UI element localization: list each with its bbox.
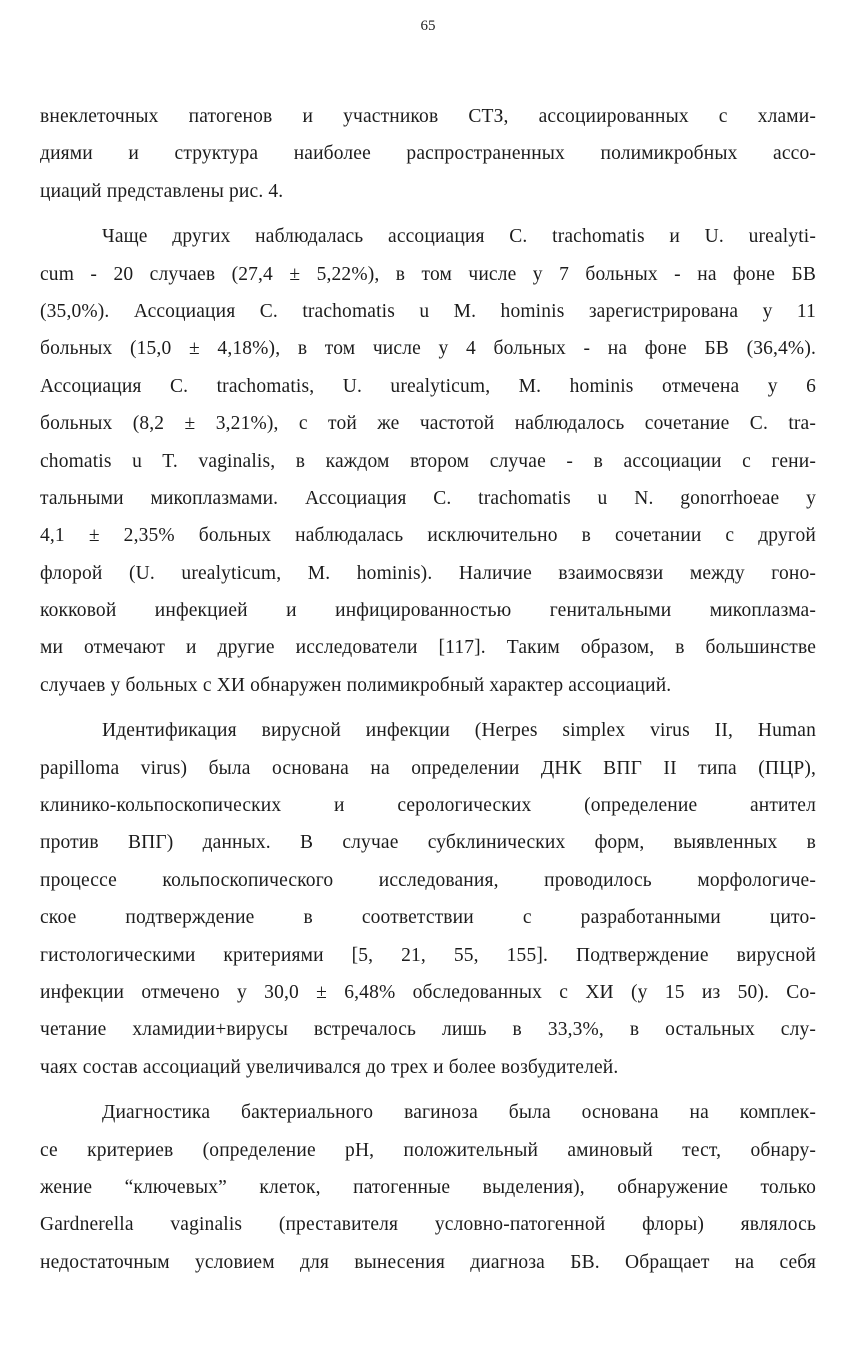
text-line: chomatis u T. vaginalis, в каждом втором случае - в ассоциации с гени- — [40, 450, 816, 472]
text-line: кокковой инфекцией и инфицированностью генитальными микоплазма- — [40, 600, 816, 622]
text-line: тальными микоплазмами. Ассоциация C. trachomatis u N. gonorrhoeae у — [40, 487, 816, 509]
text-line: больных (8,2 ± 3,21%), с той же частотой наблюдалось сочетание C. tra- — [40, 413, 816, 435]
paragraph-1 — [40, 98, 816, 210]
text-line: жение “ключевых” клеток, патогенные выделения), обнаружение только — [40, 1176, 816, 1198]
text-line: чаях состав ассоциаций увеличивался до трех и более возбудителей. — [40, 1056, 619, 1078]
text-line: се критериев (определение pH, положительный аминовый тест, обнару- — [40, 1139, 816, 1161]
text-line: Идентификация вирусной инфекции (Herpes simplex virus II, Human — [102, 720, 816, 742]
text-line: больных (15,0 ± 4,18%), в том числе у 4 больных - на фоне БВ (36,4%). — [40, 338, 816, 360]
text-line: 4,1 ± 2,35% больных наблюдалась исключительно в сочетании с другой — [40, 525, 816, 547]
text-line: ское подтверждение в соответствии с разработанными цито- — [40, 907, 816, 929]
text-line: Gardnerella vaginalis (преставителя условно-патогенной флоры) являлось — [40, 1214, 816, 1236]
text-line: случаев у больных с ХИ обнаружен полимикробный характер ассоциаций. — [40, 674, 672, 696]
text-line: против ВПГ) данных. В случае субклинических форм, выявленных в — [40, 832, 816, 854]
text-line: Диагностика бактериального вагиноза была основана на комплек- — [102, 1102, 816, 1124]
paragraph-4 — [40, 1094, 816, 1281]
text-line: (35,0%). Ассоциация C. trachomatis u M. hominis зарегистрирована у 11 — [40, 300, 816, 322]
text-line: внеклеточных патогенов и участников СТЗ, ассоциированных с хлами- — [40, 106, 816, 127]
text-line: процессе кольпоскопического исследования, проводилось морфологиче- — [40, 869, 816, 891]
text-line: циаций представлены рис. 4. — [40, 180, 284, 202]
text-line: недостаточным условием для вынесения диагноза БВ. Обращает на себя — [40, 1251, 816, 1273]
text-line: клинико-кольпоскопических и серологических (определение антител — [40, 795, 816, 817]
text-line: флорой (U. urealyticum, M. hominis). Наличие взаимосвязи между гоно- — [40, 562, 816, 584]
text-line: cum - 20 случаев (27,4 ± 5,22%), в том числе у 7 больных - на фоне БВ — [40, 263, 816, 285]
text-line: Ассоциация C. trachomatis, U. urealyticum, M. hominis отмечена у 6 — [40, 375, 816, 397]
paragraph-2 — [40, 218, 816, 704]
paragraph-3 — [40, 712, 816, 1086]
text-line: инфекции отмечено у 30,0 ± 6,48% обследованных с ХИ (у 15 из 50). Со- — [40, 981, 816, 1003]
page-number: 65 — [420, 18, 436, 34]
text-line: Чаще других наблюдалась ассоциация C. trachomatis и U. urealyti- — [102, 226, 816, 248]
text-line: четание хламидии+вирусы встречалось лишь в 33,3%, в остальных слу- — [40, 1019, 816, 1041]
document-body — [40, 98, 816, 1281]
text-line: гистологическими критериями [5, 21, 55, 155]. Подтверждение вирусной — [40, 944, 816, 966]
text-line: диями и структура наиболее распространенных полимикробных ассо- — [40, 143, 816, 165]
text-line: ми отмечают и другие исследователи [117]. Таким образом, в большинстве — [40, 637, 816, 659]
text-line: papilloma virus) была основана на определении ДНК ВПГ II типа (ПЦР), — [40, 757, 816, 779]
